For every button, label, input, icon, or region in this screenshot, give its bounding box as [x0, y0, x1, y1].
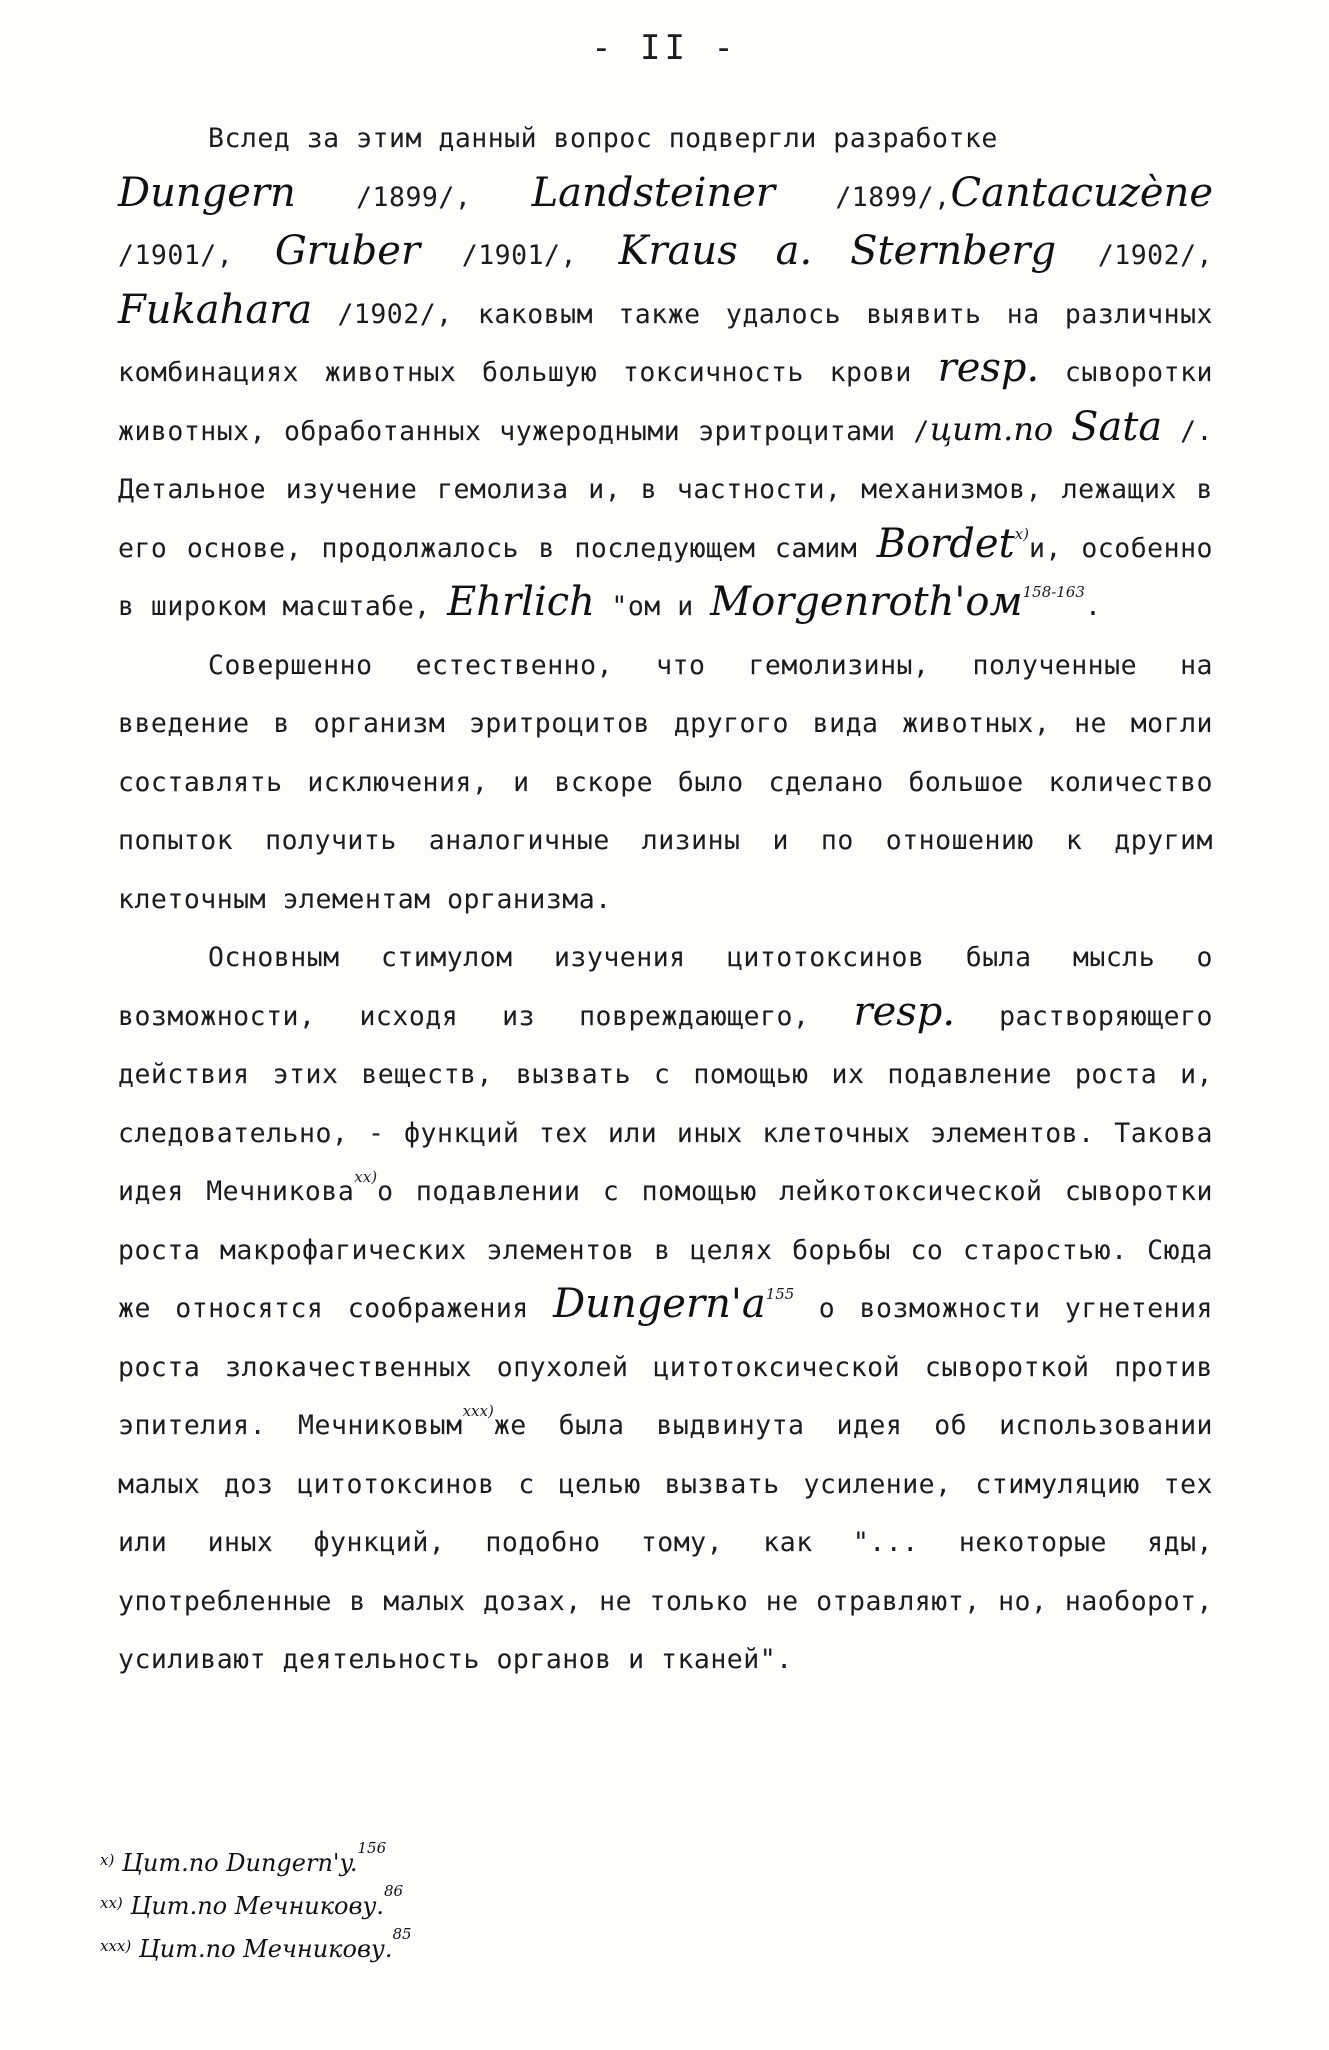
- text-run: же была выдвинута идея об использовании малых доз цитотоксинов с целью вызвать усиление, стимуляцию тех или иных функций, подобно тому, как "... некоторые яды, употребленные в малых дозах, не только не отравляют, но, наоборот, усиливают деятельность органов и тканей".: [118, 1410, 1213, 1675]
- reference-number: 85: [392, 1925, 412, 1943]
- footnote: [100, 1883, 1000, 1926]
- footnote-mark: xx): [100, 1894, 123, 1912]
- handwritten-word: resp.: [853, 988, 956, 1035]
- footnote-text: Цит.по Мечникову.: [138, 1935, 393, 1963]
- text-run: /1901/,: [420, 240, 619, 271]
- footnote-mark: xxx): [100, 1937, 132, 1955]
- text-run: /1902/,: [1056, 240, 1213, 271]
- text-run: сыворотки животных, обработанных чужеродными эритроцитами /: [118, 357, 1214, 447]
- text-run: Вслед за этим данный вопрос подвергли разработке: [208, 123, 998, 154]
- text-run: растворяющего действия этих веществ, вызвать с помощью их подавление роста и, следовательно, - функций тех или иных клеточных элементов. Такова идея Мечникова: [118, 1000, 1213, 1207]
- text-run: Основным стимулом изучения цитотоксинов была мысль о возможности, исходя из повреждающего,: [118, 942, 1213, 1032]
- handwritten-word: resp.: [937, 345, 1040, 391]
- footnote: [100, 1926, 1000, 1969]
- footnote-marker: xxx): [462, 1402, 494, 1420]
- handwritten-name: Landsteiner: [531, 169, 776, 216]
- handwritten-name: Bordet: [876, 520, 1015, 567]
- handwritten-name: Ehrlich: [447, 579, 595, 625]
- handwritten-name: Cantacuzène: [950, 169, 1214, 216]
- footnote-marker: xx): [354, 1168, 378, 1186]
- handwritten-name: Sata: [1071, 403, 1163, 450]
- text-run: "ом и: [594, 591, 711, 622]
- footnote: [100, 1840, 1000, 1883]
- text-run: /1901/,: [118, 240, 275, 271]
- paragraph-3: [118, 929, 1213, 1690]
- reference-number: 158-163: [1022, 583, 1085, 601]
- text-run: [1053, 416, 1071, 447]
- footnotes: [100, 1840, 1000, 1969]
- text-run: .: [1084, 591, 1102, 622]
- text-run: о подавлении с помощью лейкотоксической сыворотки роста макрофагических элементов в целях борьбы со старостью. Сюда же относятся соображения: [118, 1176, 1213, 1324]
- handwritten-name: Fukahara: [118, 286, 313, 333]
- text-run: /1902/, каковым также удалось выявить на различных комбинациях животных большую токсичность крови: [118, 298, 1213, 388]
- handwritten-word: цит.по: [929, 409, 1054, 448]
- text-run: /1899/,: [775, 181, 951, 213]
- text-run: и, особенно в широком масштабе,: [118, 532, 1213, 622]
- handwritten-name: Dungern'a: [553, 1281, 766, 1327]
- page-number: - II -: [591, 28, 738, 68]
- reference-number: 156: [357, 1839, 387, 1857]
- reference-number: 86: [384, 1882, 404, 1900]
- body-text: [118, 110, 1213, 1690]
- handwritten-name: Dungern: [118, 169, 296, 216]
- footnote-marker: x): [1014, 524, 1029, 543]
- footnote-mark: x): [100, 1851, 115, 1869]
- reference-number: 155: [765, 1285, 795, 1303]
- paragraph-2: Совершенно естественно, что гемолизины, полученные на введение в организм эритроцитов другого вида животных, не могли составлять исключения, и вскоре было сделано большое количество попыток получить аналогичные лизины и по отношению к другим клеточным элементам организма.: [118, 649, 1213, 915]
- footnote-text: Цит.по Мечникову.: [130, 1892, 385, 1920]
- paragraph-1: [118, 110, 1213, 637]
- handwritten-name: Gruber: [274, 228, 421, 274]
- handwritten-name: Morgenroth'ом: [710, 579, 1023, 625]
- text-run: /1899/,: [295, 181, 532, 213]
- text-run: /. Детальное изучение гемолиза и, в частности, механизмов, лежащих в его основе, продолжалось в последующем самим: [118, 415, 1213, 564]
- footnote-text: Цит.по Dungern'y.: [121, 1849, 358, 1877]
- handwritten-name: Kraus a. Sternberg: [618, 228, 1057, 274]
- text-run: о возможности угнетения роста злокачественных опухолей цитотоксической сывороткой против эпителия. Мечниковым: [118, 1293, 1214, 1441]
